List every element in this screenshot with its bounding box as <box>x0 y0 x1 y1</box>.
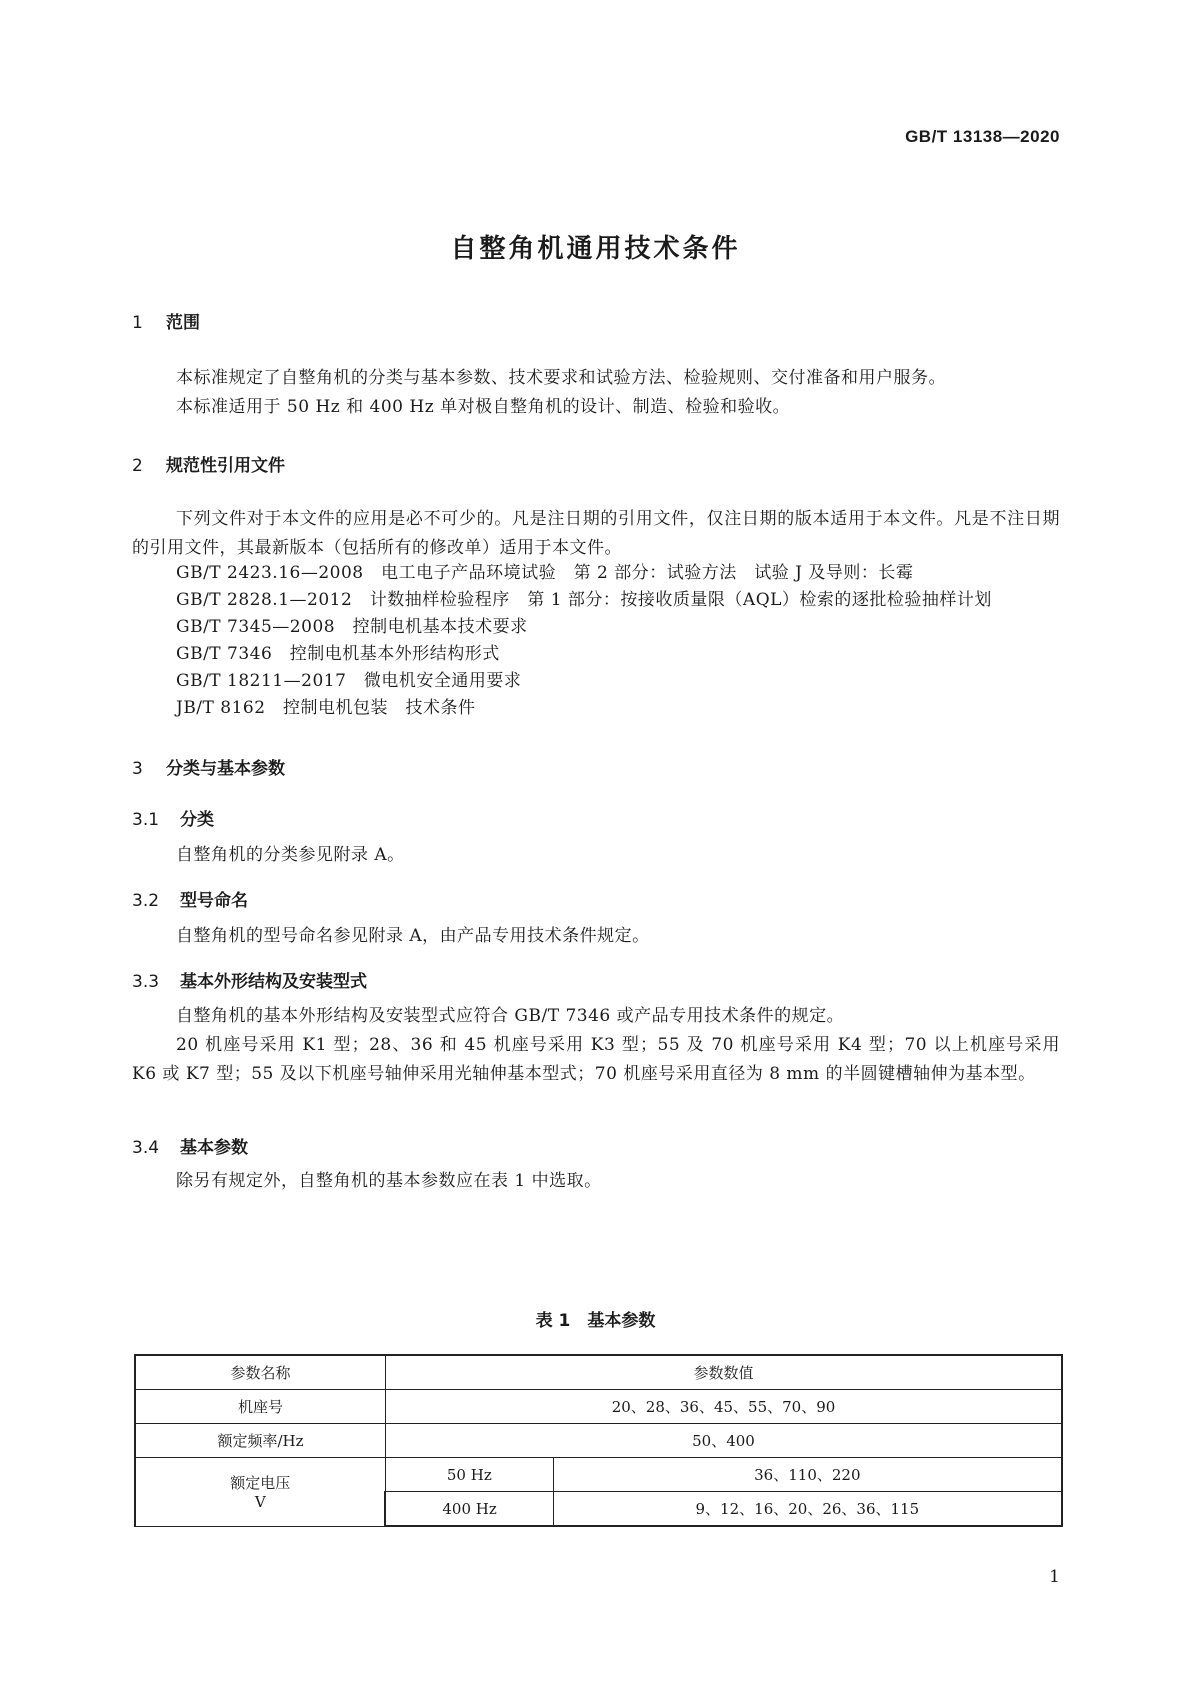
section-number: 3.4 <box>132 1138 160 1158</box>
section-number: 1 <box>132 313 143 333</box>
section-3-3-text-2: 20 机座号采用 K1 型；28、36 和 45 机座号采用 K3 型；55 及 70 机座号采用 K4 型；70 以上机座号采用 K6 或 K7 型；55 及以下机座号轴伸采用光轴伸基本型式；70 机座号采用直径为 8 mm 的半圆键槽轴伸为基本型。 <box>132 1035 1060 1084</box>
section-3-3-text-1: 自整角机的基本外形结构及安装型式应符合 GB/T 7346 或产品专用技术条件的规定。 <box>176 1006 845 1026</box>
table-cell: 机座号 <box>135 1390 385 1424</box>
voltage-label: 额定电压 <box>230 1474 291 1493</box>
document-title: 自整角机通用技术条件 <box>450 234 741 264</box>
table-row <box>135 1424 1062 1458</box>
section-2-heading <box>132 451 285 476</box>
table-row <box>135 1390 1062 1424</box>
table-cell: 20、28、36、45、55、70、90 <box>385 1390 1062 1424</box>
section-3-3-heading <box>132 967 367 992</box>
standard-code: GB/T 13138—2020 <box>905 127 1060 146</box>
section-3-heading <box>132 754 285 779</box>
table-cell: 9、12、16、20、26、36、115 <box>553 1492 1062 1527</box>
section-3-4-heading <box>132 1133 248 1158</box>
section-title: 范围 <box>166 313 200 333</box>
section-3-2-text: 自整角机的型号命名参见附录 A，由产品专用技术条件规定。 <box>176 926 650 946</box>
section-title: 基本参数 <box>180 1138 248 1158</box>
voltage-unit: V <box>254 1493 266 1512</box>
section-title: 分类 <box>180 810 214 830</box>
normative-reference: GB/T 2828.1—2012 计数抽样检验程序 第 1 部分：按接收质量限（AQL）检索的逐批检验抽样计划 <box>176 590 992 610</box>
section-1-paragraph-2: 本标准适用于 50 Hz 和 400 Hz 单对极自整角机的设计、制造、检验和验收。 <box>176 397 791 417</box>
section-number: 3.1 <box>132 810 160 830</box>
section-title: 基本外形结构及安装型式 <box>180 972 367 992</box>
normative-reference: JB/T 8162 控制电机包装 技术条件 <box>176 698 476 718</box>
section-3-2-heading <box>132 886 248 911</box>
section-number: 3.2 <box>132 891 160 911</box>
section-1-paragraph-1: 本标准规定了自整角机的分类与基本参数、技术要求和试验方法、检验规则、交付准备和用户服务。 <box>176 368 946 388</box>
normative-reference: GB/T 18211—2017 微电机安全通用要求 <box>176 671 522 691</box>
normative-reference: GB/T 2423.16—2008 电工电子产品环境试验 第 2 部分：试验方法 试验 J 及导则：长霉 <box>176 563 914 583</box>
section-title: 分类与基本参数 <box>166 759 285 779</box>
section-title: 规范性引用文件 <box>166 456 285 476</box>
table-cell <box>135 1458 385 1527</box>
table-cell: 额定频率/Hz <box>135 1424 385 1458</box>
table-caption: 表 1 基本参数 <box>535 1311 656 1331</box>
table-cell: 50、400 <box>385 1424 1062 1458</box>
normative-reference: GB/T 7345—2008 控制电机基本技术要求 <box>176 617 528 637</box>
section-3-4-text: 除另有规定外，自整角机的基本参数应在表 1 中选取。 <box>176 1171 602 1191</box>
section-number: 3.3 <box>132 972 160 992</box>
page-number: 1 <box>1049 1567 1060 1587</box>
table-header-row <box>135 1355 1062 1390</box>
basic-parameters-table <box>134 1354 1063 1527</box>
table-cell: 36、110、220 <box>553 1458 1062 1492</box>
section-number: 2 <box>132 456 143 476</box>
section-title: 型号命名 <box>180 891 248 911</box>
table-header-cell: 参数数值 <box>385 1355 1062 1390</box>
section-3-1-text: 自整角机的分类参见附录 A。 <box>176 845 405 865</box>
table-cell: 50 Hz <box>385 1458 553 1492</box>
normative-reference: GB/T 7346 控制电机基本外形结构形式 <box>176 644 500 664</box>
section-number: 3 <box>132 759 143 779</box>
section-2-intro: 下列文件对于本文件的应用是必不可少的。凡是注日期的引用文件，仅注日期的版本适用于本文件。凡是不注日期的引用文件，其最新版本（包括所有的修改单）适用于本文件。 <box>132 509 1060 558</box>
table-cell: 400 Hz <box>385 1492 553 1527</box>
section-3-1-heading <box>132 805 214 830</box>
section-1-heading <box>132 308 200 333</box>
table-row <box>135 1458 1062 1492</box>
table-header-cell: 参数名称 <box>135 1355 385 1390</box>
